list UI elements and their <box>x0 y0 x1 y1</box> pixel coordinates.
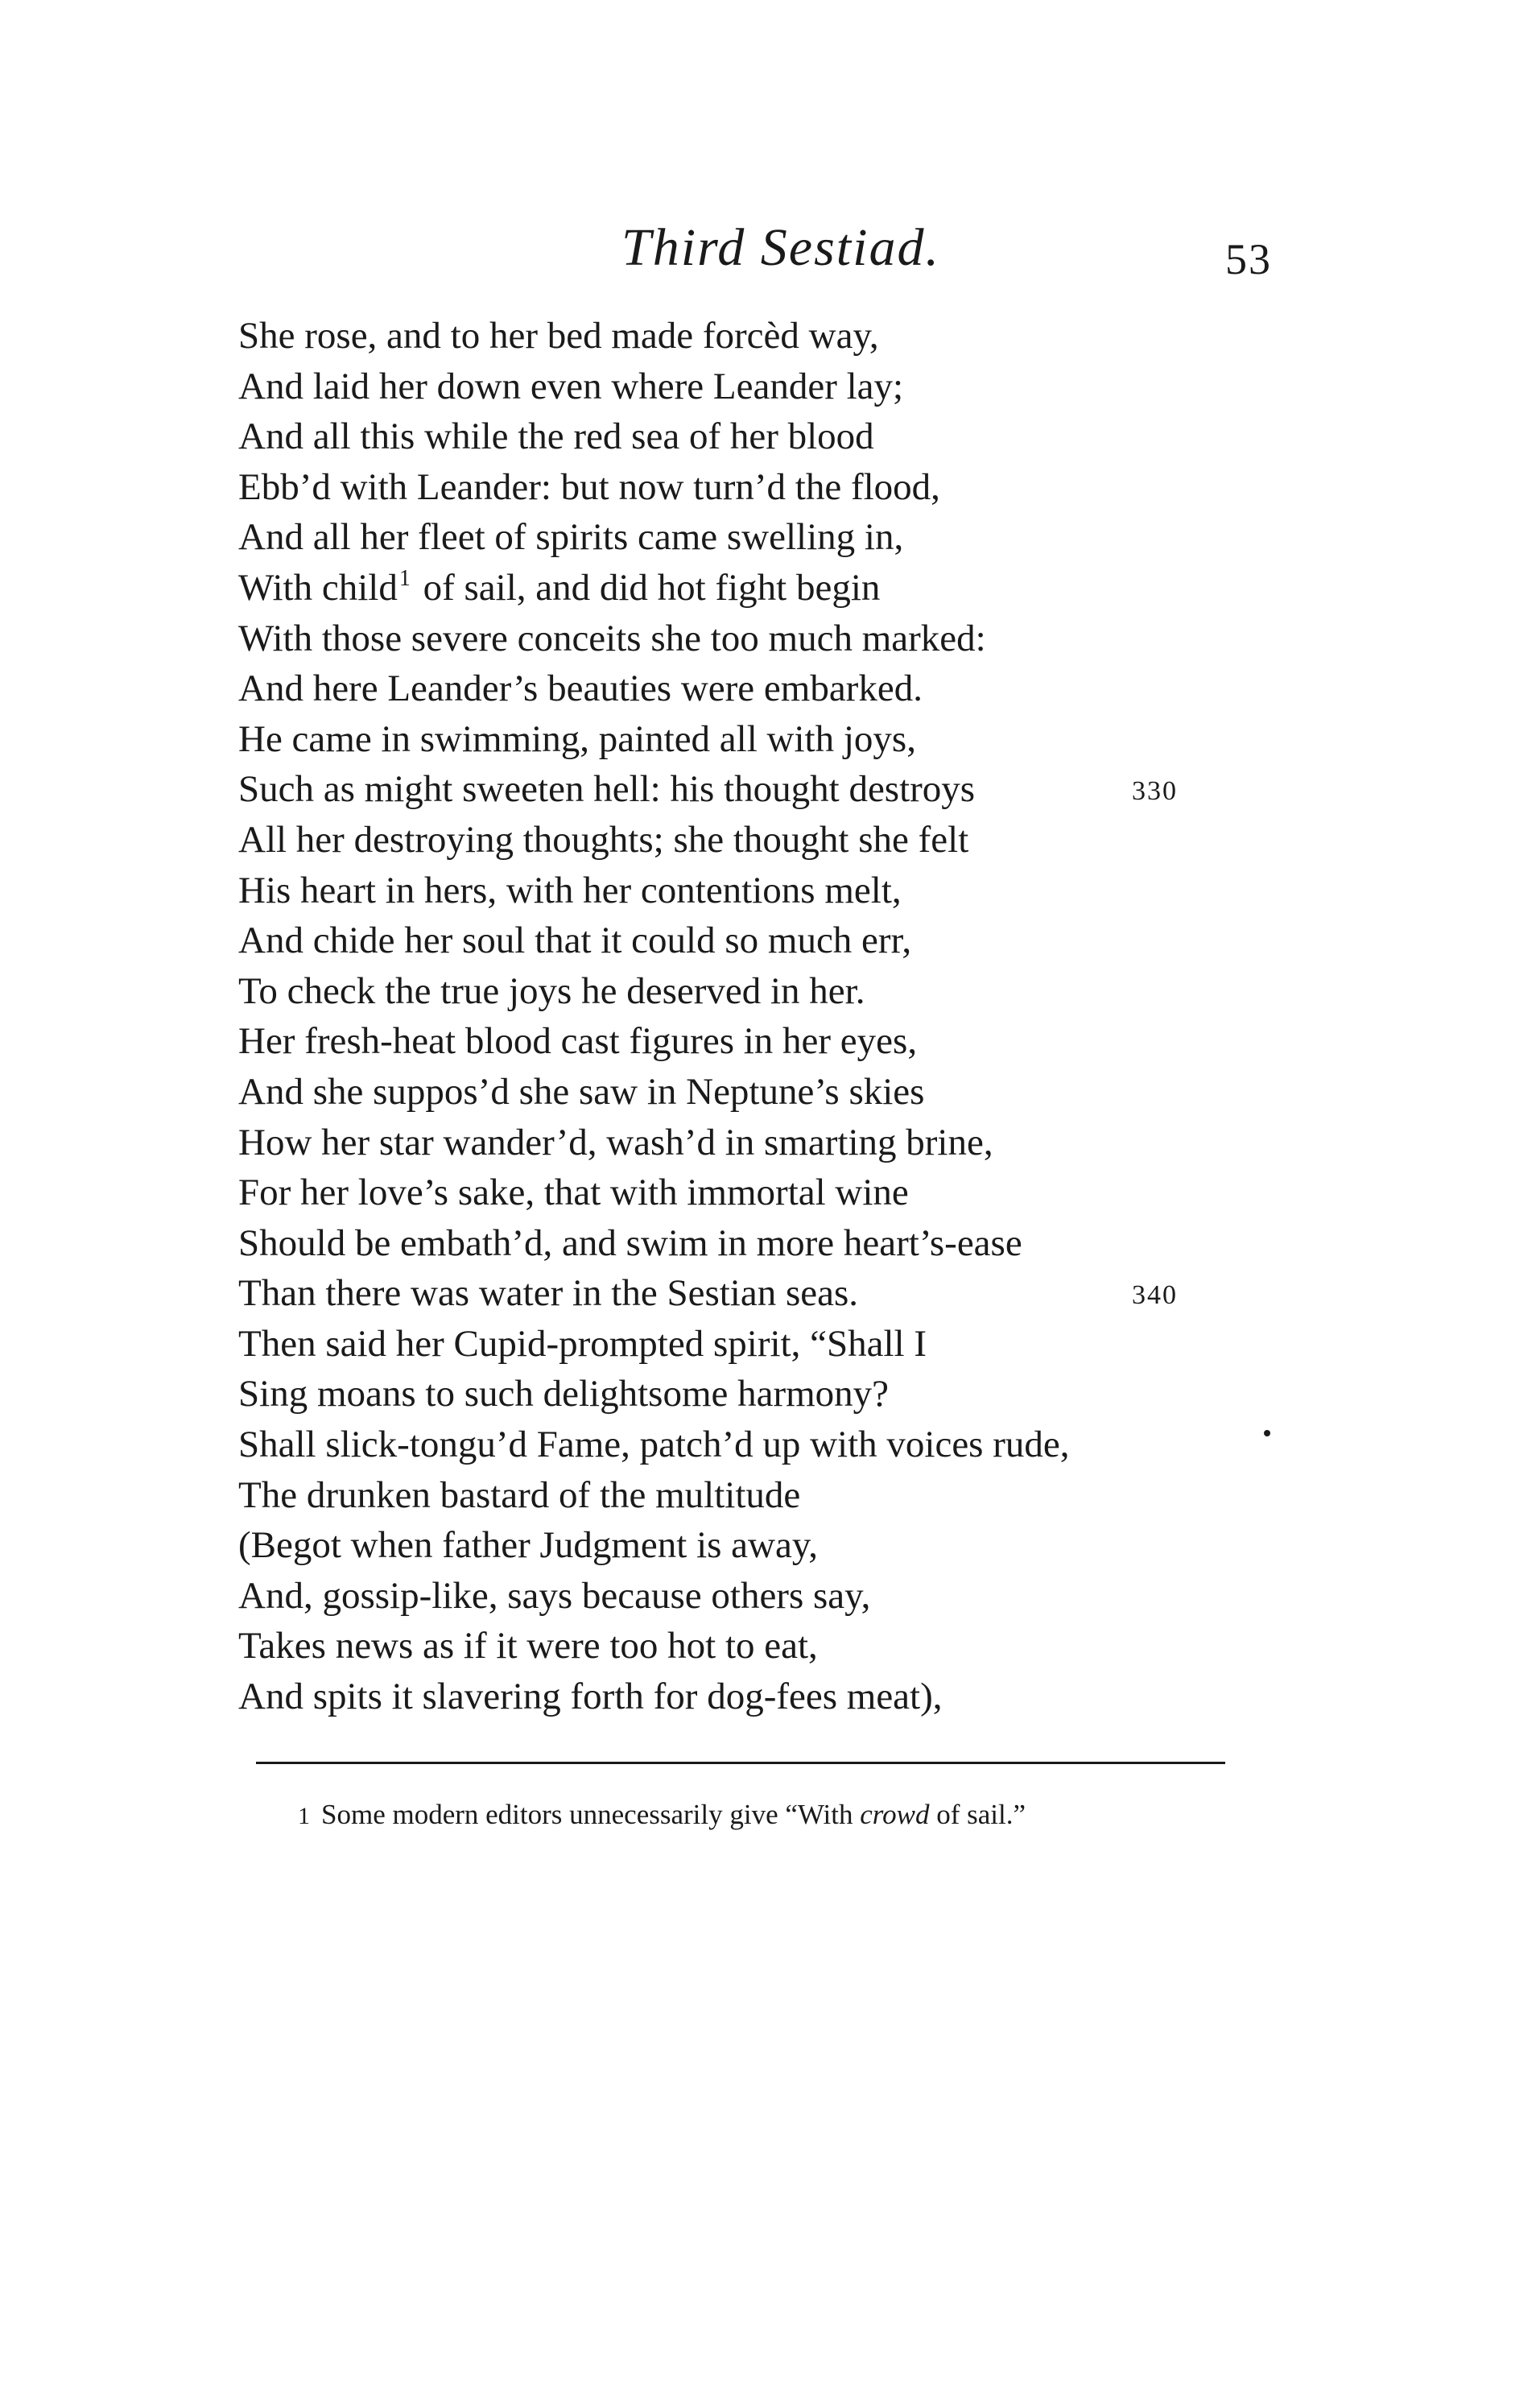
verse-line <box>238 1571 1253 1622</box>
poem-text <box>238 311 1253 1722</box>
verse-line-text: Shall slick-tongu’d Fame, patch’d up with voices rude, <box>238 1424 1070 1466</box>
verse-line <box>238 1118 1253 1168</box>
verse-line <box>238 1420 1253 1470</box>
verse-line-text: And spits it slavering forth for dog-fees meat), <box>238 1676 943 1718</box>
verse-line <box>238 1520 1253 1571</box>
page-number: 53 <box>1225 235 1272 283</box>
verse-line-text: His heart in hers, with her contentions melt, <box>238 869 902 911</box>
verse-line-text: Ebb’d with Leander: but now turn’d the flood, <box>238 465 940 508</box>
verse-line <box>238 866 1253 916</box>
line-number: 340 <box>1132 1280 1178 1311</box>
verse-line <box>238 1167 1253 1218</box>
footnote-marker[interactable]: 1 <box>398 565 411 591</box>
verse-line-text-before-marker: With child <box>238 566 398 609</box>
verse-line-text: Sing moans to such delightsome harmony? <box>238 1373 890 1415</box>
verse-line <box>238 1319 1253 1370</box>
verse-line <box>238 1672 1253 1722</box>
verse-line-text: And all this while the red sea of her blood <box>238 415 874 458</box>
verse-line-text: With those severe conceits she too much marked: <box>238 617 986 659</box>
verse-line-text: (Begot when father Judgment is away, <box>238 1524 819 1567</box>
running-title: Third Sestiad. <box>621 218 940 277</box>
verse-line <box>238 512 1253 563</box>
footnote-divider <box>256 1762 1225 1764</box>
verse-line <box>238 1369 1253 1420</box>
verse-line-text: And, gossip-like, says because others say, <box>238 1574 871 1617</box>
verse-line-text: And she suppos’d she saw in Neptune’s skies <box>238 1070 925 1113</box>
footnote-text-after: of sail.” <box>929 1799 1026 1830</box>
verse-line-text <box>238 563 880 619</box>
footnote-text-before: Some modern editors unnecessarily give “With <box>321 1799 861 1830</box>
verse-line <box>238 563 1253 614</box>
verse-line <box>238 1067 1253 1118</box>
verse-line-text: For her love’s sake, that with immortal wine <box>238 1172 909 1214</box>
footnote <box>298 1794 1264 1837</box>
verse-line <box>238 764 1253 815</box>
verse-line <box>238 915 1253 966</box>
verse-line-text: She rose, and to her bed made forcèd way, <box>238 315 879 357</box>
verse-line-text: And here Leander’s beauties were embarked. <box>238 667 923 710</box>
verse-line-text-after-marker: of sail, and did hot fight begin <box>413 566 881 609</box>
footnote-number: 1 <box>298 1803 310 1829</box>
stray-ink-mark <box>1264 1430 1270 1436</box>
verse-line-text: Than there was water in the Sestian seas. <box>238 1272 859 1315</box>
verse-line <box>238 966 1253 1017</box>
verse-line-text: Should be embath’d, and swim in more heart’s-ease <box>238 1221 1022 1264</box>
verse-line <box>238 1218 1253 1269</box>
verse-line-text: And all her fleet of spirits came swelling in, <box>238 516 904 559</box>
line-number: 330 <box>1132 776 1178 807</box>
verse-line-text: And laid her down even where Leander lay; <box>238 365 904 407</box>
verse-line <box>238 1268 1253 1319</box>
verse-line <box>238 714 1253 765</box>
verse-line-text: And chide her soul that it could so much err, <box>238 919 912 962</box>
verse-line-text: Then said her Cupid-prompted spirit, “Shall I <box>238 1322 927 1365</box>
verse-line-text: Takes news as if it were too hot to eat, <box>238 1625 818 1667</box>
verse-line <box>238 1016 1253 1067</box>
verse-line-text: Her fresh-heat blood cast figures in her eyes, <box>238 1020 918 1063</box>
verse-line <box>238 1470 1253 1521</box>
verse-line <box>238 663 1253 714</box>
verse-line <box>238 462 1253 513</box>
verse-line <box>238 614 1253 664</box>
footnote-emphasis: crowd <box>860 1799 930 1830</box>
verse-line <box>238 362 1253 412</box>
verse-line <box>238 411 1253 462</box>
verse-line <box>238 815 1253 866</box>
verse-line-text: How her star wander’d, wash’d in smarting brine, <box>238 1121 993 1163</box>
verse-line <box>238 1621 1253 1672</box>
verse-line-text: Such as might sweeten hell: his thought destroys <box>238 768 976 811</box>
verse-line <box>238 311 1253 362</box>
verse-line-text: He came in swimming, painted all with joys, <box>238 717 916 760</box>
verse-line-text: The drunken bastard of the multitude <box>238 1473 801 1516</box>
verse-line-text: All her destroying thoughts; she thought she felt <box>238 818 969 861</box>
verse-line-text: To check the true joys he deserved in her. <box>238 969 865 1012</box>
